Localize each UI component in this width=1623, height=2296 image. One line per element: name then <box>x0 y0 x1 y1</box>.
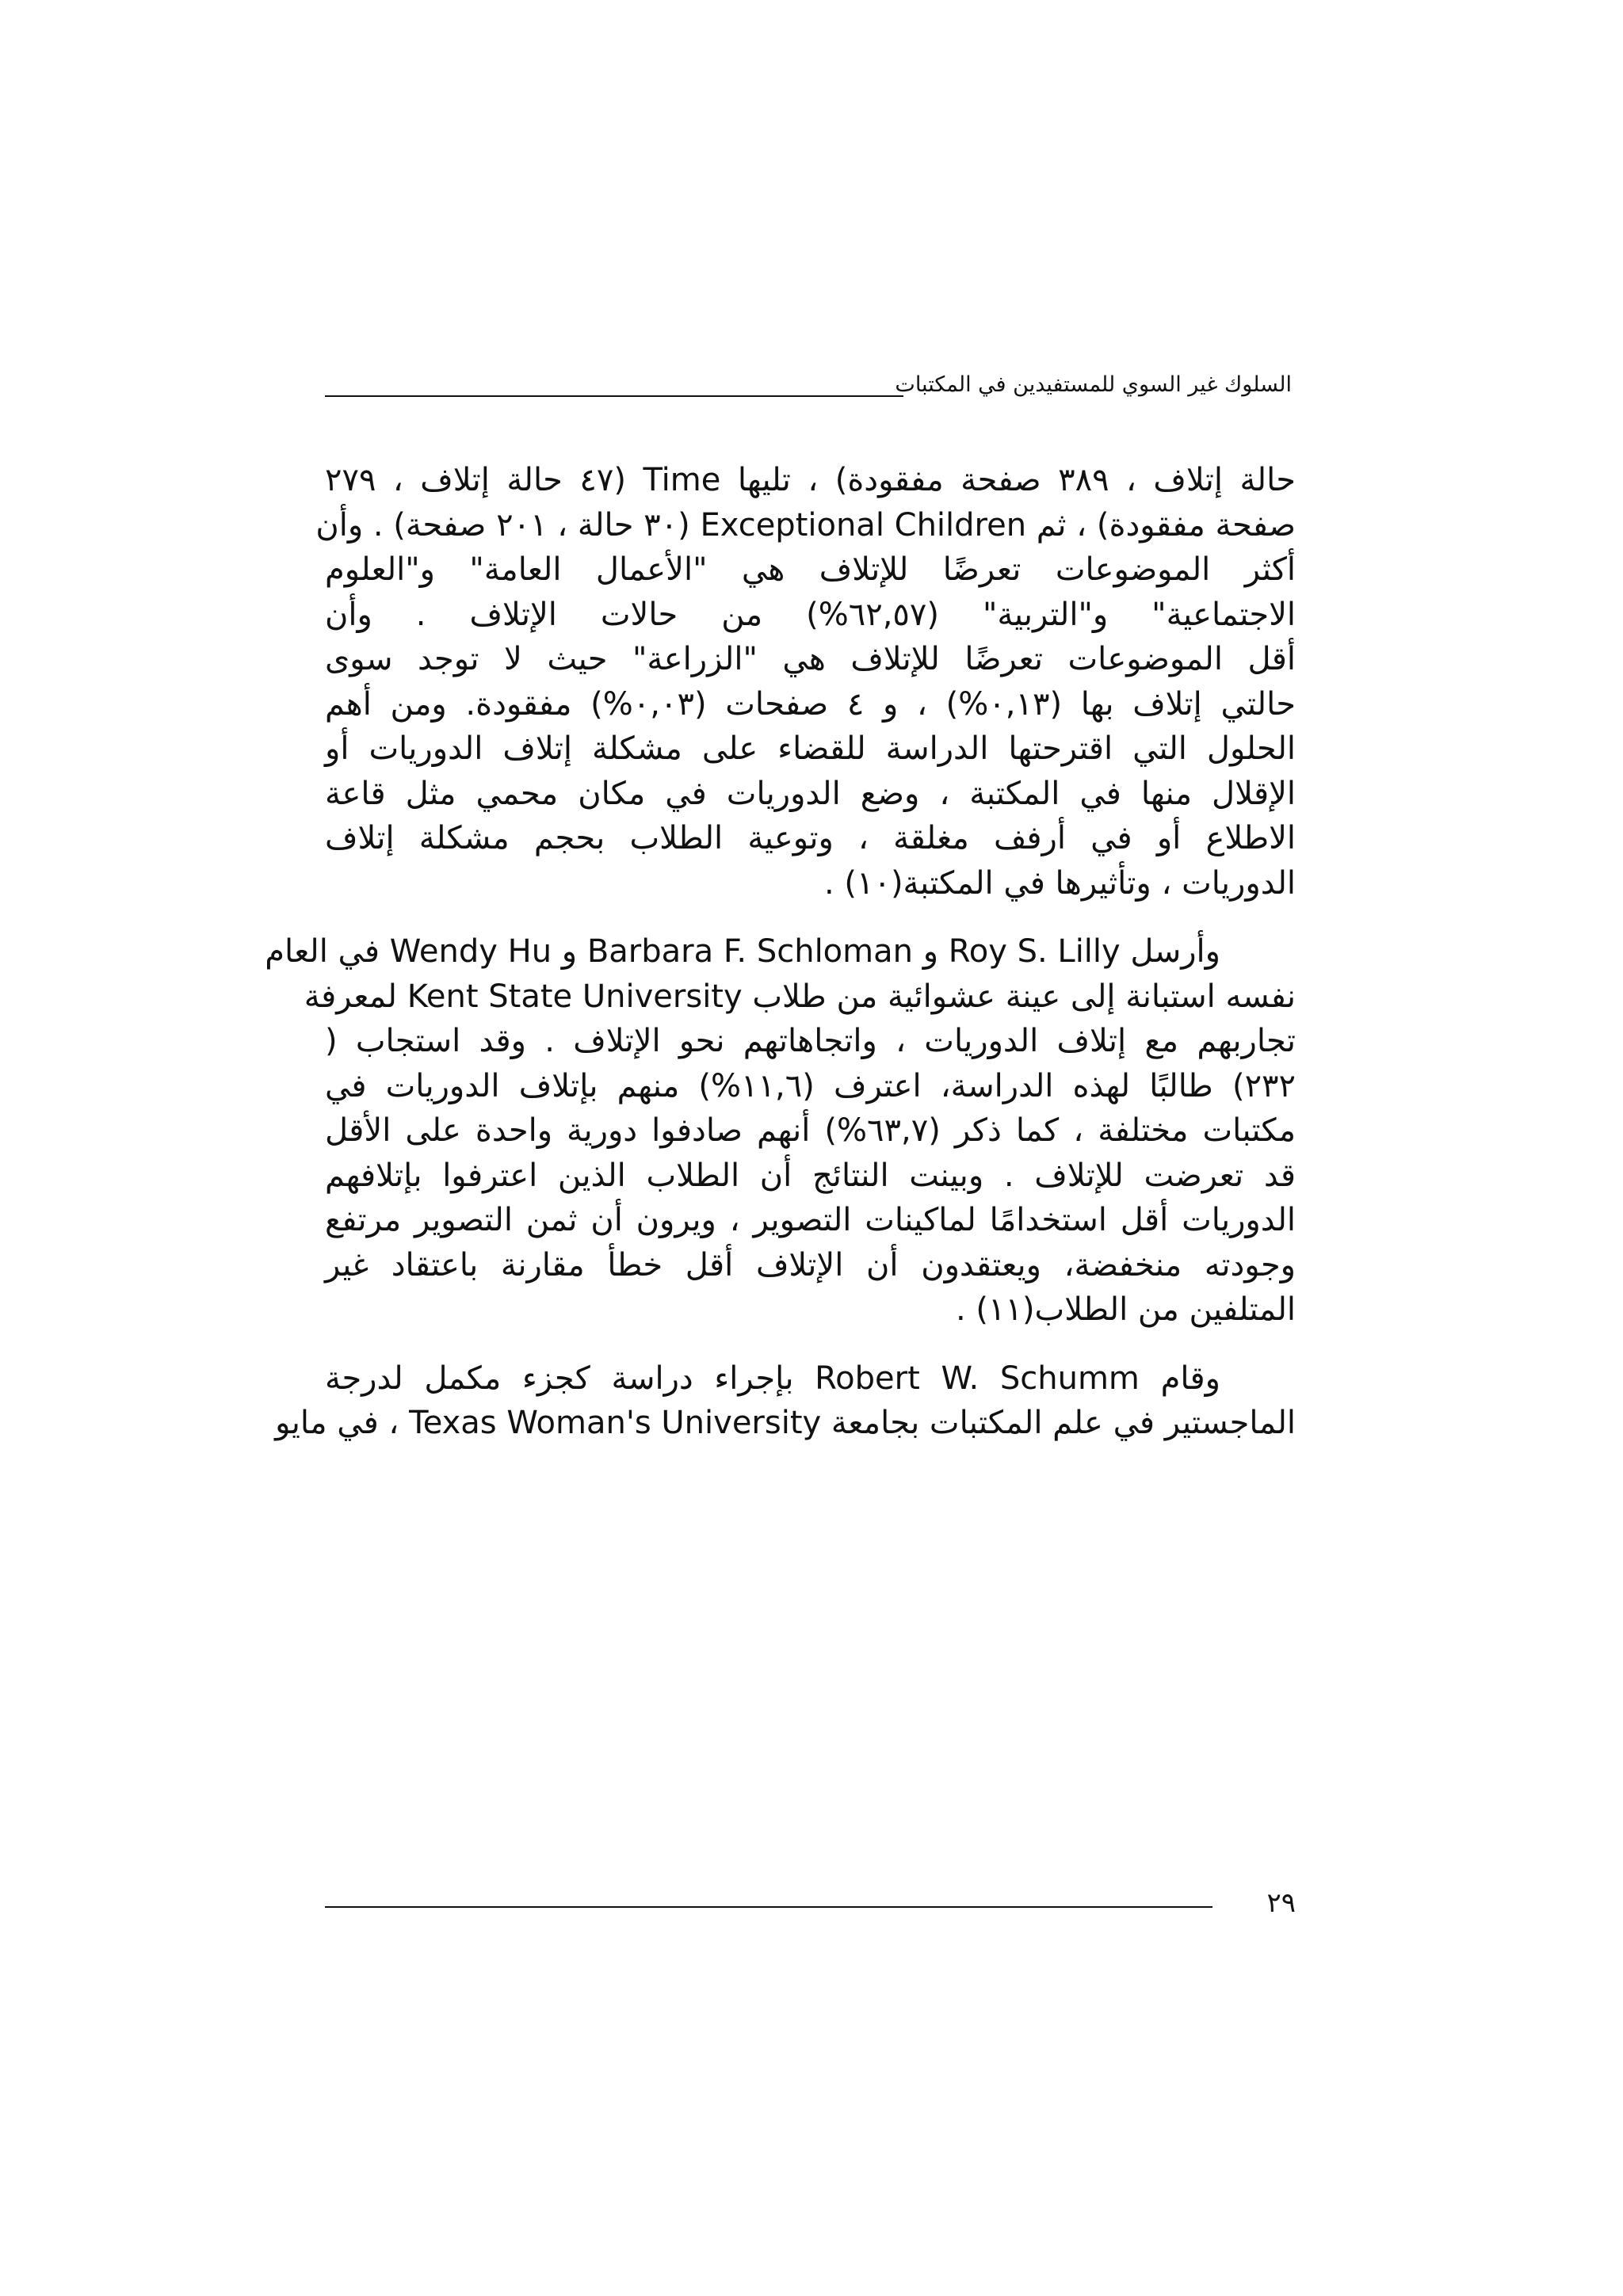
paragraph-3 <box>275 1356 1296 1446</box>
text-line: المتلفين من الطلاب(١١) . <box>955 1291 1296 1328</box>
text-line: وقام Robert W. Schumm بإجراء دراسة كجزء مكمل لدرجة <box>325 1360 1220 1397</box>
paragraph-2 <box>265 929 1296 1333</box>
text-line: الإقلال منها في المكتبة ، وضع الدوريات في مكان محمي مثل قاعة <box>325 775 1296 812</box>
text-line: الحلول التي اقترحتها الدراسة للقضاء على مشكلة إتلاف الدوريات أو <box>325 730 1296 767</box>
text-line: أكثر الموضوعات تعرضًا للإتلاف هي "الأعمال العامة" و"العلوم <box>325 551 1296 588</box>
text-line: الدوريات ، وتأثيرها في المكتبة(١٠) . <box>823 864 1296 902</box>
header-rule <box>325 395 903 397</box>
text-line: ٢٣٢) طالبًا لهذه الدراسة، اعترف (١١,٦%) منهم بإتلاف الدوريات في <box>325 1067 1296 1104</box>
text-line: حالتي إتلاف بها (٠,١٣%) ، و ٤ صفحات (٠,٠٣%) مفقودة. ومن أهم <box>325 685 1296 723</box>
footer-rule <box>325 1906 1212 1908</box>
text-line: أقل الموضوعات تعرضًا للإتلاف هي "الزراعة" حيث لا توجد سوى <box>325 641 1296 677</box>
text-line: الماجستير في علم المكتبات بجامعة Texas Woman's University ، في مايو <box>275 1405 1296 1441</box>
body-text <box>265 458 1296 1470</box>
text-line: حالة إتلاف ، ٣٨٩ صفحة مفقودة) ، تليها Time (٤٧ حالة إتلاف ، ٢٧٩ <box>325 462 1296 498</box>
paragraph-1 <box>315 458 1296 906</box>
text-line: تجاربهم مع إتلاف الدوريات ، واتجاهاتهم نحو الإتلاف . وقد استجاب ( <box>325 1023 1296 1059</box>
text-line: نفسه استبانة إلى عينة عشوائية من طلاب Kent State University لمعرفة <box>304 978 1296 1015</box>
page-footer <box>325 1886 1296 1925</box>
text-line: صفحة مفقودة) ، ثم Exceptional Children (٣٠ حالة ، ٢٠١ صفحة) . وأن <box>315 506 1296 543</box>
text-line: وأرسل Roy S. Lilly و Barbara F. Schloman و Wendy Hu في العام <box>265 933 1220 970</box>
text-line: قد تعرضت للإتلاف . وبينت النتائج أن الطلاب الذين اعترفوا بإتلافهم <box>325 1157 1296 1194</box>
running-header <box>325 369 1292 409</box>
text-line: وجودته منخفضة، ويعتقدون أن الإتلاف أقل خطأ مقارنة باعتقاد غير <box>325 1246 1296 1283</box>
text-line: مكتبات مختلفة ، كما ذكر (٦٣,٧%) أنهم صادفوا دورية واحدة على الأقل <box>325 1112 1296 1149</box>
text-line: الاجتماعية" و"التربية" (٦٢,٥٧%) من حالات الإتلاف . وأن <box>325 596 1296 633</box>
text-line: الدوريات أقل استخدامًا لماكينات التصوير ، ويرون أن ثمن التصوير مرتفع <box>325 1202 1296 1238</box>
text-line: الاطلاع أو في أرفف مغلقة ، وتوعية الطلاب بحجم مشكلة إتلاف <box>325 820 1296 856</box>
page-number: ٢٩ <box>1266 1887 1296 1919</box>
header-title: السلوك غير السوي للمستفيدين في المكتبات <box>895 372 1292 397</box>
